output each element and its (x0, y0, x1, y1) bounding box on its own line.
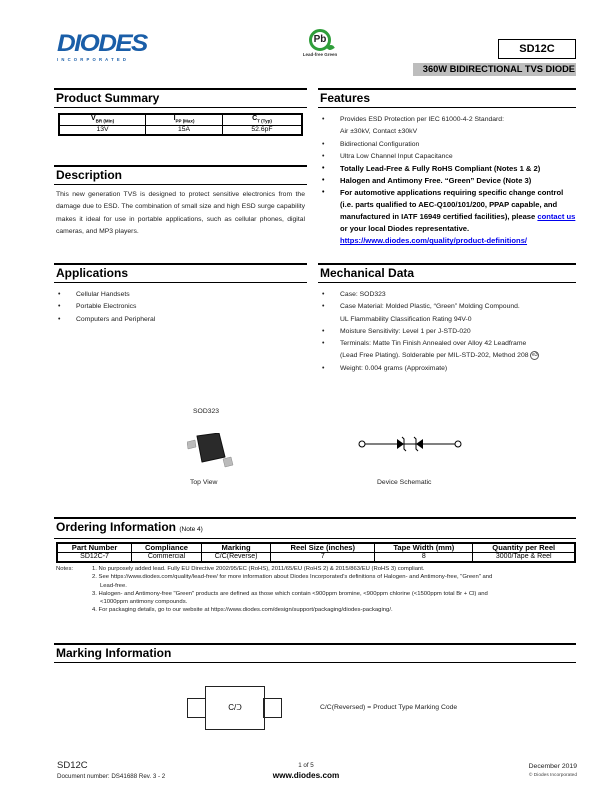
note-item: 1. No purposely added lead. Fully EU Directive 2002/95/EC (RoHS), 2011/65/EU (RoHS 2) & 2015/863/EU (RoHS 3) compliant. (92, 566, 425, 572)
ordering-table (56, 542, 576, 563)
logo-wordmark: DIODES (57, 30, 147, 57)
description-section (54, 165, 307, 239)
product-summary-section (54, 88, 307, 136)
footer-copyright: © Diodes Incorporated (528, 773, 577, 778)
footer-page-number: 1 of 5 (298, 762, 314, 769)
mechanical-list (318, 289, 576, 375)
list-item: • Portable Electronics (54, 301, 307, 313)
section-title: Applications (54, 263, 307, 283)
ordering-information-section (54, 517, 576, 563)
list-item: • Moisture Sensitivity: Level 1 per J-STD-020 (318, 326, 576, 338)
list-item: • Halogen and Antimony Free. “Green” Device (Note 3) (318, 175, 576, 187)
package-name-label: SOD323 (193, 408, 220, 415)
section-title: Features (318, 88, 576, 108)
list-item: • Weight: 0.004 grams (Approximate) (318, 363, 576, 375)
marking-package-diagram: C/Ↄ (205, 686, 265, 730)
footer-document-number: Document number: DS41688 Rev. 3 - 2 (57, 773, 166, 780)
product-definitions-link[interactable]: https://www.diodes.com/quality/product-definitions/ (340, 236, 528, 246)
diodes-logo (57, 30, 162, 63)
chip-icon (187, 433, 235, 471)
list-item: • Cellular Handsets (54, 289, 307, 301)
header-vbr: $V_{BR (Min)}$ (59, 114, 146, 126)
device-schematic (358, 436, 462, 457)
mechanical-data-section (318, 263, 576, 375)
bidirectional-tvs-schematic-icon (358, 436, 462, 452)
footer-website-link[interactable]: www.diodes.com (272, 771, 340, 780)
notes-section (56, 565, 576, 615)
marking-lead-right (263, 698, 282, 718)
table-row: 13V 15A 52.6pF (59, 126, 302, 136)
sod323-package-image (187, 433, 235, 476)
list-item: • Case Material: Molded Plastic, “Green” Molding Compound. UL Flammability Classification Rating 94V-0 (318, 301, 576, 326)
table-header-row: Part Number Compliance Marking Reel Size (inches) Tape Width (mm) Quantity per Reel (57, 543, 575, 553)
marking-legend: C/C(Reversed) = Product Type Marking Code (320, 704, 458, 711)
section-title: Marking Information (54, 643, 576, 663)
device-schematic-label: Device Schematic (377, 479, 432, 486)
logo-subtext: INCORPORATED (57, 57, 130, 62)
lead-free-green-badge (295, 29, 345, 57)
lead-free-label: Lead-free Green (302, 52, 338, 57)
list-item: • Computers and Peripheral (54, 314, 307, 326)
features-section (318, 88, 576, 247)
top-view-label: Top View (190, 479, 218, 486)
header-ipp: $I_{PP (Max)}$ (146, 114, 223, 126)
section-title: Mechanical Data (318, 263, 576, 283)
header-ct: $C_{T (Typ)}$ (222, 114, 302, 126)
list-item: • Provides ESD Protection per IEC 61000-4-2 Standard: Air ±30kV, Contact ±30kV (318, 114, 576, 139)
product-summary-table (58, 113, 303, 136)
e3-rohs-icon: e3 (532, 352, 538, 359)
pb-leaf-icon: Pb (309, 29, 331, 51)
description-text: This new generation TVS is designed to protect sensitive electronics from the damage due to ESD. The combination of small size and high ESD surge capability makes it ideal for use in portable applications, such as cellular phones, digital cameras, and MP3 players. (56, 191, 305, 236)
footer-part-number: SD12C (57, 760, 88, 771)
document-subtitle: 360W BIDIRECTIONAL TVS DIODE (413, 63, 576, 76)
list-item: • Terminals: Matte Tin Finish Annealed over Alloy 42 Leadframe (Lead Free Plating). Solderable per MIL-STD-202, Method 208 e3 (318, 338, 576, 363)
applications-list (54, 289, 307, 326)
applications-section (54, 263, 307, 326)
notes-label: Notes: (56, 566, 74, 572)
section-title: Ordering Information (Note 4) (54, 517, 576, 539)
list-item: • Bidirectional Configuration (318, 139, 576, 151)
section-title: Description (54, 165, 307, 185)
marking-information-section (54, 643, 576, 663)
note-item: 4. For packaging details, go to our website at https://www.diodes.com/design/support/packaging/diodes-packaging/. (92, 607, 393, 614)
part-number-box: SD12C (498, 39, 576, 59)
contact-us-link[interactable]: contact us (537, 212, 576, 222)
list-item: • Case: SOD323 (318, 289, 576, 301)
marking-lead-left (187, 698, 206, 718)
note-item: 3. Halogen- and Antimony-free "Green" products are defined as those which contain <900ppm bromine, <900ppm chlorine (<1500ppm total Br + Cl) and <1000ppm antimony compounds. (92, 590, 488, 606)
notes-list (92, 565, 576, 615)
table-row: SD12C-7 Commercial C/C(Reverse) 7 8 3000/Tape & Reel (57, 553, 575, 563)
list-item: • Ultra Low Channel Input Capacitance (318, 151, 576, 163)
note-item: 2. See https://www.diodes.com/quality/lead-free/ for more information about Diodes Incorporated’s definitions of Halogen- and Antimony-free, "Green" and Lead-free. (92, 574, 493, 589)
list-item: • Totally Lead-Free & Fully RoHS Compliant (Notes 1 & 2) (318, 163, 576, 175)
section-title: Product Summary (54, 88, 307, 108)
footer-date: December 2019 (528, 763, 577, 770)
list-item: • For automotive applications requiring specific change control (i.e. parts qualified to AEC-Q100/101/200, PPAP capable, and manufactured in IATF 16949 certified facilities), please contact us or your local Diodes representative. https://www.diodes.com/quality/product-definitions/ (318, 187, 576, 247)
features-list (318, 114, 576, 247)
